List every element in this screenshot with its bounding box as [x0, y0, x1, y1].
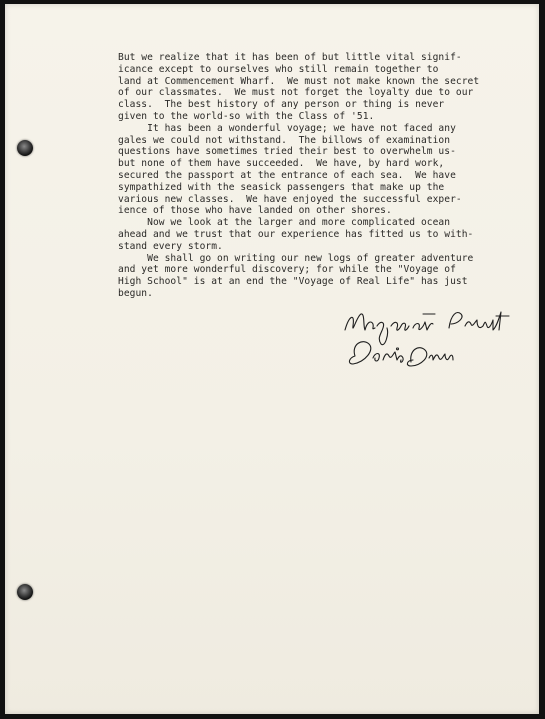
- letter-line: class. The best history of any person or thing is never: [118, 99, 445, 111]
- letter-line: but none of them have succeeded. We have, by hard work,: [118, 158, 445, 170]
- letter-line: We shall go on writing our new logs of greater adventure: [118, 252, 474, 264]
- letter-line: High School" is at an end the "Voyage of Real Life" has just: [118, 276, 468, 288]
- letter-line: icance except to ourselves who still remain together to: [118, 63, 439, 75]
- letter-line: ience of those who have landed on other shores.: [118, 205, 392, 217]
- letter-line: and yet more wonderful discovery; for while the "Voyage of: [118, 264, 456, 276]
- letter-line: of our classmates. We must not forget the loyalty due to our: [118, 87, 474, 99]
- letter-line: stand every storm.: [118, 240, 223, 252]
- letter-line: secured the passport at the entrance of each sea. We have: [118, 169, 456, 181]
- letter-line: It has been a wonderful voyage; we have not faced any: [118, 122, 456, 134]
- letter-line: questions have sometimes tried their best to overwhelm us-: [118, 146, 456, 158]
- binder-hole-bottom: [17, 584, 33, 600]
- letter-body: [118, 52, 498, 300]
- letter-line: Now we look at the larger and more complicated ocean: [118, 217, 451, 229]
- letter-line: ahead and we trust that our experience has fitted us to with-: [118, 228, 474, 240]
- letter-line: various new classes. We have enjoyed the successful exper-: [118, 193, 462, 205]
- letter-line: land at Commencement Wharf. We must not make known the secret: [118, 75, 480, 87]
- letter-line: begun.: [118, 287, 153, 299]
- letter-line: given to the world-so with the Class of '51.: [118, 110, 375, 122]
- document-page: [5, 4, 539, 714]
- binder-hole-top: [17, 140, 33, 156]
- letter-line: sympathized with the seasick passengers that make up the: [118, 181, 445, 193]
- letter-line: But we realize that it has been of but little vital signif-: [118, 52, 462, 63]
- handwritten-signatures: [341, 304, 541, 379]
- letter-line: gales we could not withstand. The billows of examination: [118, 134, 451, 146]
